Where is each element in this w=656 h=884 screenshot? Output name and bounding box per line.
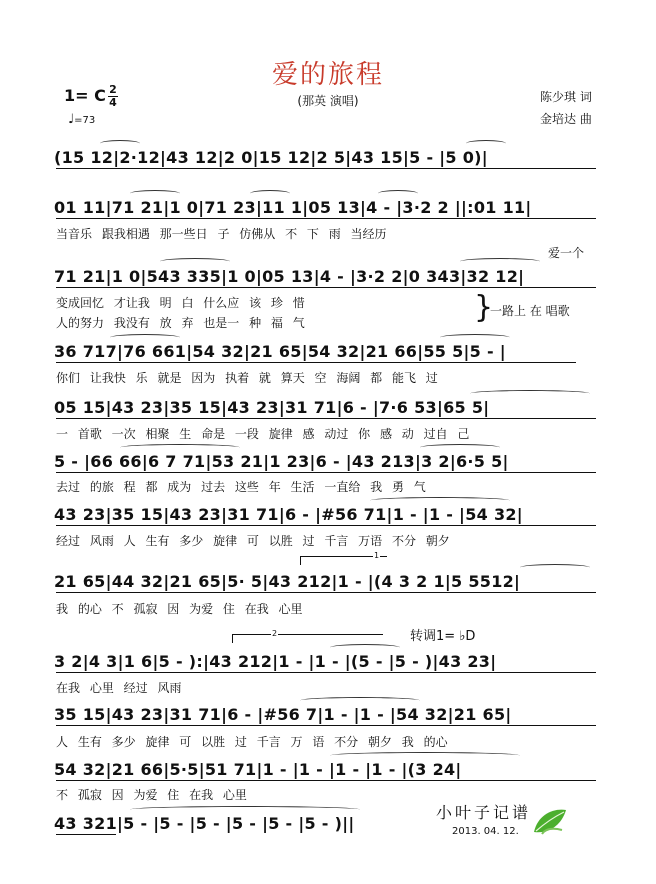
notation-row-11: 54 32|21 66|5·5|51 71|1 - |1 - |1 - |1 - |(3 24| <box>54 760 462 779</box>
beam-line <box>56 525 596 526</box>
slur <box>110 334 180 341</box>
brace-lyric: 一路上 在 唱歌 <box>490 304 570 318</box>
notation-row-3: 71 21|1 0|543 335|1 0|05 13|4 - |3·2 2|0 343|32 12| <box>54 267 525 286</box>
beam-line <box>56 168 596 169</box>
lyric-row-3b: 人的努力 我没有 放 弃 也是一 种 福 气 <box>56 316 305 330</box>
volta-bracket-2 <box>232 629 383 643</box>
slur <box>100 140 140 147</box>
notation-row-12: 43 321|5 - |5 - |5 - |5 - |5 - |5 - )|| <box>54 814 355 833</box>
tempo-mark <box>68 112 95 127</box>
slur <box>130 806 360 813</box>
slur <box>120 444 240 451</box>
slur <box>378 190 418 197</box>
quarter-note-icon: ♩ <box>68 112 75 127</box>
lyric-row-7: 经过 风雨 人 生有 多少 旋律 可 以胜 过 千言 万语 不分 朝夕 <box>56 534 450 548</box>
time-signature <box>108 84 118 108</box>
slur <box>440 334 510 341</box>
brace: } <box>474 290 494 325</box>
slur <box>250 190 290 197</box>
lyric-row-5: 一 首歌 一次 相聚 生 命是 一段 旋律 感 动过 你 感 动 过自 己 <box>56 427 470 441</box>
lyricist-credit: 陈少琪 词 <box>540 90 592 104</box>
lyric-row-2: 当音乐 跟我相遇 那一些日 子 仿佛从 不 下 雨 当经历 <box>56 227 387 241</box>
notation-row-8: 21 65|44 32|21 65|5· 5|43 212|1 - |(4 3 2 1|5 5512| <box>54 572 521 591</box>
lyric-extra-3: 爱一个 <box>548 246 585 260</box>
modulation-mark: 转调1= ♭D <box>410 629 476 644</box>
slur <box>520 564 590 571</box>
volta-label-1: 1 <box>374 551 380 560</box>
slur <box>420 444 500 451</box>
slur <box>460 258 540 265</box>
slur <box>470 390 590 397</box>
notation-row-1: (15 12|2·12|43 12|2 0|15 12|2 5|43 15|5 - |5 0)| <box>54 148 488 167</box>
tempo-value: =73 <box>74 115 96 126</box>
song-title: 爱的旅程 <box>271 60 384 90</box>
lyric-row-6: 去过 的旅 程 都 成为 过去 这些 年 生活 一直给 我 勇 气 <box>56 480 426 494</box>
beam-line <box>56 472 596 473</box>
notation-row-7: 43 23|35 15|43 23|31 71|6 - |#56 71|1 - |1 - |54 32| <box>54 505 523 524</box>
beam-line <box>56 725 596 726</box>
slur <box>330 644 400 651</box>
slur <box>300 697 420 704</box>
beam-line <box>56 672 596 673</box>
lyric-row-11: 不 孤寂 因 为爱 住 在我 心里 <box>56 788 247 802</box>
lyric-row-8: 我 的心 不 孤寂 因 为爱 住 在我 心里 <box>56 602 303 616</box>
slur <box>330 752 520 759</box>
singer-credit: (那英 演唱) <box>297 94 359 108</box>
notation-row-6: 5 - |66 66|6 7 71|53 21|1 23|6 - |43 213|3 2|6·5 5| <box>54 452 509 471</box>
leaf-icon <box>532 806 568 840</box>
beam-line <box>56 418 596 419</box>
meter-bottom: 4 <box>109 96 117 109</box>
beam-line <box>56 780 596 781</box>
beam-line <box>56 362 576 363</box>
notation-row-9: 3 2|4 3|1 6|5 - ):|43 212|1 - |1 - |(5 - |5 - )|43 23| <box>54 652 497 671</box>
beam-line <box>56 287 596 288</box>
beam-line <box>56 592 596 593</box>
lyric-row-4: 你们 让我快 乐 就是 因为 执着 就 算天 空 海阔 都 能飞 过 <box>56 371 438 385</box>
beam-line <box>56 834 116 835</box>
notation-row-2: 01 11|71 21|1 0|71 23|11 1|05 13|4 - |3·2 2 ||:01 11| <box>54 198 532 217</box>
slur <box>370 497 510 504</box>
meter-top: 2 <box>109 83 117 96</box>
composer-credit: 金培达 曲 <box>540 112 592 126</box>
transcriber-logo: 小叶子记谱 <box>436 803 532 822</box>
lyric-row-9: 在我 心里 经过 风雨 <box>56 681 182 695</box>
notation-row-5: 05 15|43 23|35 15|43 23|31 71|6 - |7·6 53|65 5| <box>54 398 490 417</box>
slur <box>130 190 180 197</box>
slur <box>466 140 506 147</box>
notation-row-4: 36 717|76 661|54 32|21 65|54 32|21 66|55 5|5 - | <box>54 342 506 361</box>
volta-label-2: 2 <box>272 629 278 638</box>
transcription-date: 2013. 04. 12. <box>452 826 519 837</box>
slur <box>160 258 230 265</box>
volta-bracket-1 <box>300 551 387 565</box>
notation-row-10: 35 15|43 23|31 71|6 - |#56 7|1 - |1 - |54 32|21 65| <box>54 705 512 724</box>
beam-line <box>56 218 596 219</box>
lyric-row-3a: 变成回忆 才让我 明 白 什么应 该 珍 惜 <box>56 296 305 310</box>
lyric-row-10: 人 生有 多少 旋律 可 以胜 过 千言 万 语 不分 朝夕 我 的心 <box>56 735 448 749</box>
key-signature: 1= C <box>64 86 106 105</box>
